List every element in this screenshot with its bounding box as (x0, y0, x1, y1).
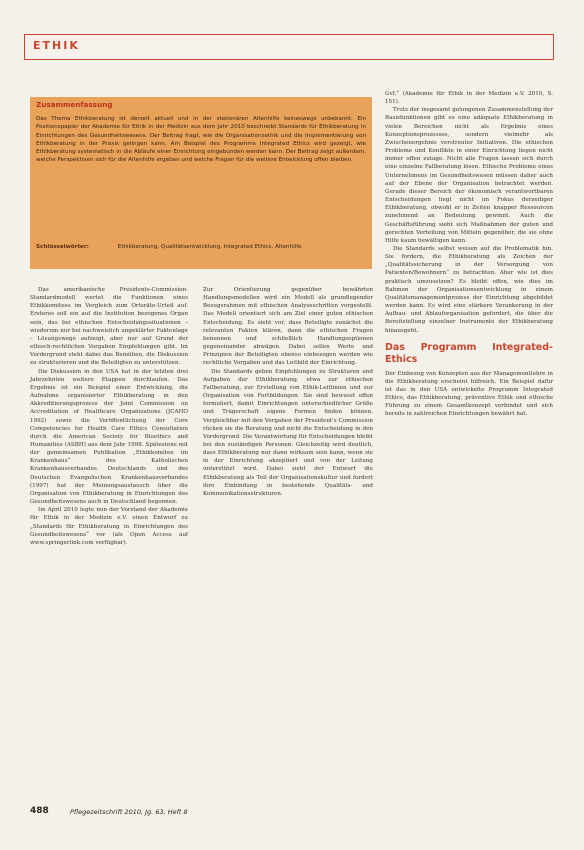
paragraph: Das amerikanische Presidents-Commission-Standardmodell wertet die Funktionen eines Ethikkomitees im Vergleich zum Ortsräte-Urteil auf. Ersteres soll ein auf die Institution bezogenes Organ sein, das bei ethischen Entscheidungssituationen – wiederum nur bei nachweislich ungeklärter Faktenlage – Lösungswege aufzeigt, aber nur auf Grund der ethisch-rechtlichen Vorgaben Empfehlungen gibt. Im Vordergrund steht dabei das Bemühen, die Diskussion zu strukturieren und die Beteiligten zu unterstützen. (30, 287, 188, 367)
abstract-heading: Zusammenfassung (36, 100, 113, 109)
paragraph: Zur Orientierung gegenüber bewährten Handlungsmodellen wird ein Modell als grundlegender Bezugsrahmen mit ethischen Analyseschritten vorgestellt. Das Modell orientiert sich am Ziel einer guten ethischen Entscheidung. Es sieht vor, dass Beteiligte zunächst die relevanten Fakten klären, dann die ethischen Fragen benennen und schließlich Handlungsoptionen gegeneinander abwägen. Dabei sollen Werte und Prinzipien der Beteiligten ebenso einbezogen werden wie rechtliche Vorgaben und das Leitbild der Einrichtung. (203, 287, 373, 367)
body-column-2 (203, 286, 373, 498)
page-footer (30, 806, 553, 820)
page-number: 488 (30, 806, 49, 816)
abstract-text: Das Thema Ethikberatung ist derzeit aktuell und in der stationären Altenhilfe keineswegs unbekannt. Ein Positionspapier der Akademie für Ethik in der Medizin aus dem Jahr 2010 beschreibt Standards für Ethikberatung in Einrichtungen des Gesundheitswesens. Der Beitrag fragt, wie die Organisationsethik und die Implementierung von Ethikberatung in der Praxis gelingen kann. Am Beispiel des Programms Integrated Ethics wird gezeigt, wie Ethikberatung systematisch in die Abläufe einer Einrichtung eingebunden werden kann. Der Beitrag zeigt außerdem, welche Perspektiven sich für die Altenhilfe ergeben und welche Fragen für die weitere Entwicklung offen bleiben. (36, 116, 366, 164)
paragraph: Die Diskussion in den USA hat in der letzten drei Jahrzehnten weitere Etappen durchlaufen. Das Ergebnis ist ein Beispiel einer Entwicklung, die Aufnahme organisierter Ethikberatung in den Akkreditierungsprozess der Joint Commission on Accreditation of Healthcare Organizations (JCAHO 1992) sowie die Veröffentlichung der Core Competencies for Health Care Ethics Consultation durch die American Society for Bioethics and Humanities (ASBH) aus dem Jahr 1998. Spätestens mit der gemeinsamen Publikation „Ethikkomitee im Krankenhaus“ des Katholischen Krankenhausverbandes Deutschlands und des Deutschen Evangelischen Krankenhausverbandes (1997) hat der Meinungsaustausch über die Organisation von Ethikberatung in Einrichtungen des Gesundheitswesens auch in Deutschland begonnen. (30, 368, 188, 506)
paragraph: Die Standards selbst weisen auf die Problematik hin. Sie fordern, die Ethikberatung als Zeichen der „Qualitätssicherung in der Versorgung von Patienten/Bewohnern“ zu betrachten. Aber wie ist dies praktisch umzusetzen? Es bleibt offen, wie dies im Rahmen der Organisationsentwicklung in einem Qualitätsmanagementprozess der Einrichtung abgebildet werden kann. Es wird eine stärkere Verankerung in der Aufbau- und Ablauforganisation gefordert, die über die Bereitstellung einzelner Instrumente der Ethikberatung hinausgeht. (385, 245, 553, 334)
paragraph: Der Einbezug von Konzepten aus der Managementlehre in die Ethikberatung erscheint hilfreich. Ein Beispiel dafür ist das in den USA entwickelte Programm Integrated Ethics, das Ethikberatung, präventive Ethik und ethische Führung zu einem Gesamtkonzept verbindet und sich bereits in zahlreichen Einrichtungen bewährt hat. (385, 370, 553, 418)
paragraph: Gvf.“ (Akademie für Ethik in der Medizin e.V. 2010, S. 151). (385, 91, 553, 106)
journal-citation: Pflegezeitschrift 2010, Jg. 63, Heft 8 (70, 808, 188, 816)
abstract-box (30, 97, 372, 269)
section-header-title: ETHIK (33, 39, 80, 52)
paragraph: Im April 2010 legte nun der Vorstand der Akademie für Ethik in der Medizin e.V. einen Entwurf zu „Standards für Ethikberatung in Einrichtungen des Gesundheitswesens“ vor (als Open Access auf www.springerlink.com verfügbar). (30, 507, 188, 546)
keywords-label: Schlüsselwörter: (36, 244, 89, 250)
section-header-bar (24, 34, 554, 60)
body-column-3 (385, 90, 553, 419)
body-column-1 (30, 286, 188, 547)
section-heading: Das Programm Integrated-Ethics (385, 341, 553, 365)
paragraph: Die Standards geben Empfehlungen zu Strukturen und Aufgaben der Ethikberatung, etwa zur ethischen Fallberatung, zur Erstellung von Ethik-Leitlinien und zur Organisation von Fortbildungen. Sie sind bewusst offen formuliert, damit Einrichtungen unterschiedlicher Größe und Trägerschaft eigene Formen finden können. Vergleichbar mit den Vorgaben der President's Commission rücken sie die Beratung und nicht die Entscheidung in den Vordergrund. Die Verantwortung für Entscheidungen bleibt bei den zuständigen Personen. Gleichzeitig wird deutlich, dass Ethikberatung nur dann wirksam sein kann, wenn sie in der Einrichtung akzeptiert und von der Leitung unterstützt wird. Dabei sieht der Entwurf die Ethikberatung als Teil der Organisationskultur und fordert ihre Einbindung in bestehende Qualitäts- und Kommunikationsstrukturen. (203, 368, 373, 497)
keywords-row (36, 243, 366, 251)
keywords-text: Ethikberatung, Qualitätsentwicklung, Integrated Ethics, Altenhilfe (117, 244, 302, 250)
paragraph: Trotz der insgesamt gelungenen Zusammenstellung der Basisfunktionen gibt es eine adäquate Ethikberatung in vielen Bereichen nicht als Ergebnis eines Konzeptionsprozesses, sondern vielmehr als Zwischenergebnis verstreuter Initiativen. Die ethischen Probleme und Konflikte in einer Einrichtung liegen nicht immer offen zutage. Nicht alle Fragen lassen sich durch eine einzelne Fallberatung lösen. Ethische Probleme eines Unternehmens im Gesundheitswesen müssen daher auch auf der Ebene der Organisation betrachtet werden. Gerade dieser Bereich der ökonomisch verantwortbaren Entscheidungen liegt nicht im Fokus derzeitiger Ethikberatung, obwohl er in Zeiten knapper Ressourcen zunehmend an Bedeutung gewinnt. Auch die Geschäftsführung sieht sich Maßnahmen der guten und gerechten Verteilung von Mitteln gegenüber, die sie ohne Hilfe kaum bewältigen kann. (385, 107, 553, 244)
